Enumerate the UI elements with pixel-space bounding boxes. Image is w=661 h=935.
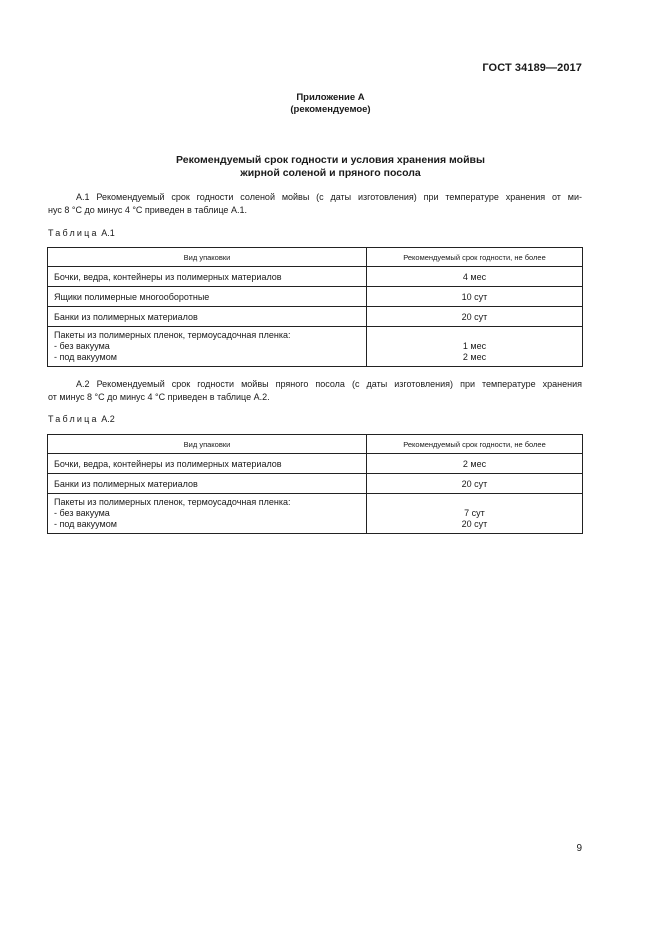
table-a1-caption [48,228,115,238]
cell-term: 4 мес [367,267,583,287]
cell-term-no-vacuum: 1 мес [462,341,487,351]
table-row [48,267,583,287]
column-header-term: Рекомендуемый срок годности, не более [367,435,583,454]
cell-term-no-vacuum: 7 сут [464,508,485,518]
cell-packaging: Банки из полимерных материалов [48,307,367,327]
column-header-packaging: Вид упаковки [48,248,367,267]
table-a2-caption-number: А.2 [101,414,115,424]
table-row [48,454,583,474]
table-a1-caption-number: А.1 [101,228,115,238]
paragraph-a2-line2: от минус 8 °С до минус 4 °С приведен в таблице А.2. [48,391,270,402]
cell-term: 2 мес [367,454,583,474]
cell-option-vacuum: - под вакуумом [54,352,117,362]
cell-packaging-film: Пакеты из полимерных пленок, термоусадочная пленка: [54,497,291,507]
table-header-row [48,248,583,267]
appendix-title: Приложение А [296,92,365,103]
table-row [48,327,583,367]
cell-packaging [48,494,367,534]
cell-term: 10 сут [367,287,583,307]
table-header-row [48,435,583,454]
paragraph-a1-line1: А.1 Рекомендуемый срок годности соленой мойвы (с даты изготовления) при температуре хранения от ми- [76,192,582,202]
table-row [48,287,583,307]
paragraph-a1-line2: нус 8 °С до минус 4 °С приведен в таблице А.1. [48,204,247,215]
cell-term [367,327,583,367]
paragraph-a1 [48,191,582,216]
section-title-line2: жирной соленой и пряного посола [240,167,421,179]
section-title-line1: Рекомендуемый срок годности и условия хранения мойвы [176,154,485,166]
cell-term: 20 сут [367,474,583,494]
cell-packaging [48,327,367,367]
cell-packaging: Ящики полимерные многооборотные [48,287,367,307]
column-header-packaging: Вид упаковки [48,435,367,454]
cell-packaging: Бочки, ведра, контейнеры из полимерных материалов [48,267,367,287]
section-title [0,154,661,180]
table-a2 [47,434,583,534]
table-row [48,307,583,327]
cell-option-no-vacuum: - без вакуума [54,508,110,518]
cell-packaging: Бочки, ведра, контейнеры из полимерных материалов [48,454,367,474]
table-a1-caption-word: Таблица [48,228,99,238]
table-row [48,474,583,494]
appendix-subtitle: (рекомендуемое) [290,104,371,115]
page-number: 9 [576,843,582,854]
cell-term-vacuum: 2 мес [462,352,487,362]
column-header-term: Рекомендуемый срок годности, не более [367,248,583,267]
cell-option-vacuum: - под вакуумом [54,519,117,529]
cell-term-vacuum: 20 сут [461,519,488,529]
paragraph-a2-line1: А.2 Рекомендуемый срок годности мойвы пряного посола (с даты изготовления) при температуре хранения [76,379,582,389]
cell-option-no-vacuum: - без вакуума [54,341,110,351]
table-row [48,494,583,534]
table-a2-caption [48,414,115,424]
cell-packaging-film: Пакеты из полимерных пленок, термоусадочная пленка: [54,330,291,340]
cell-term [367,494,583,534]
paragraph-a2 [48,378,582,403]
table-a2-caption-word: Таблица [48,414,99,424]
cell-packaging: Банки из полимерных материалов [48,474,367,494]
cell-term: 20 сут [367,307,583,327]
appendix-heading [0,92,661,116]
table-a1 [47,247,583,367]
standard-number: ГОСТ 34189—2017 [482,62,582,74]
